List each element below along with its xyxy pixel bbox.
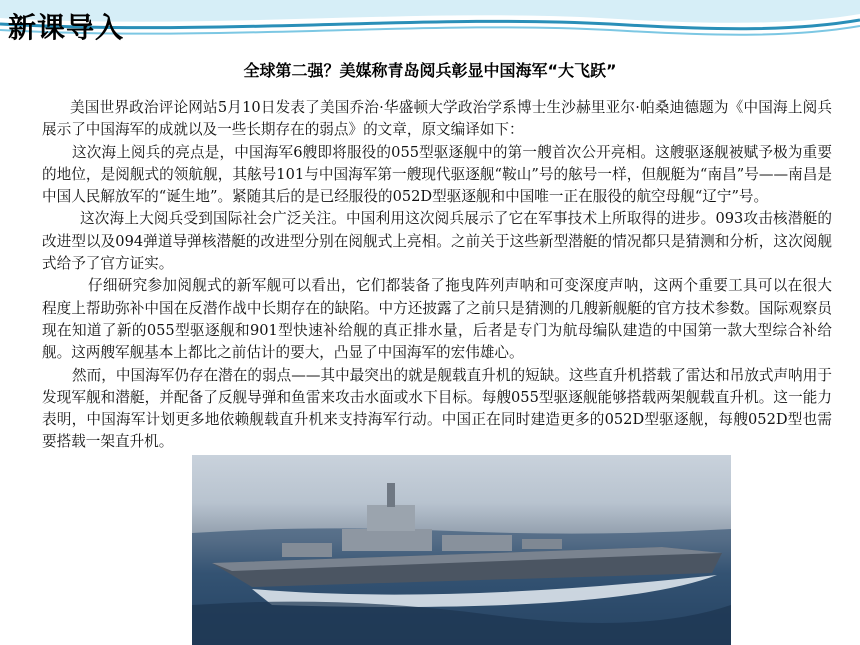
- paragraph-1: 美国世界政治评论网站5月10日发表了美国乔治·华盛顿大学政治学系博士生沙赫里亚尔·帕桑迪德题为《中国海上阅兵展示了中国海军的成就以及一些长期存在的弱点》的文章，原文编译如下：: [42, 99, 832, 139]
- paragraph-4: 仔细研究参加阅舰式的新军舰可以看出，它们都装备了拖曳阵列声呐和可变深度声呐，这两个重要工具可以在很大程度上帮助弥补中国在反潜作战中长期存在的缺陷。中方还披露了之前只是猜测的几艘新舰艇的官方技术参数。国际观察员现在知道了新的055型驱逐舰和901型快速补给舰的真正排水量，后者是专门为航母编队建造的中国第一款大型综合补给舰。这两艘军舰基本上都比之前估计的要大，凸显了中国海军的宏伟雄心。: [42, 277, 832, 362]
- paragraph-3: 这次海上大阅兵受到国际社会广泛关注。中国利用这次阅兵展示了它在军事技术上所取得的进步。093攻击核潜艇的改进型以及094弹道导弹核潜艇的改进型分别在阅舰式上亮相。之前关于这些新型潜艇的情况都只是猜测和分析，这次阅舰式给予了官方证实。: [42, 210, 832, 273]
- headline: 全球第二强？美媒称青岛阅兵彰显中国海军“大飞跃”: [243, 61, 617, 80]
- paragraph-5: 然而，中国海军仍存在潜在的弱点——其中最突出的就是舰载直升机的短缺。这些直升机搭载了雷达和吊放式声呐用于发现军舰和潜艇，并配备了反舰导弹和鱼雷来攻击水面或水下目标。每艘055型驱逐舰能够搭载两架舰载直升机。这一能力表明，中国海军计划更多地依赖舰载直升机来支持海军行动。中国正在同时建造更多的052D型驱逐舰，每艘052D型也需要搭载一架直升机。: [42, 366, 832, 451]
- header-wave-decoration: [0, 0, 860, 60]
- paragraph-2: 这次海上阅兵的亮点是，中国海军6艘即将服役的055型驱逐舰中的第一艘首次公开亮相。这艘驱逐舰被赋予极为重要的地位，是阅舰式的领航舰，其舷号101与中国海军第一艘现代驱逐舰“鞍山”号的舷号一样，但舰艇为“南昌”号——南昌是中国人民解放军的“诞生地”。紧随其后的是已经服役的052D型驱逐舰和中国唯一正在服役的航空母舰“辽宁”号。: [42, 143, 832, 206]
- lesson-title: 新课导入: [8, 11, 125, 44]
- warship-photo: [192, 455, 731, 645]
- warship-illustration: [192, 455, 731, 645]
- article-body: [42, 97, 832, 454]
